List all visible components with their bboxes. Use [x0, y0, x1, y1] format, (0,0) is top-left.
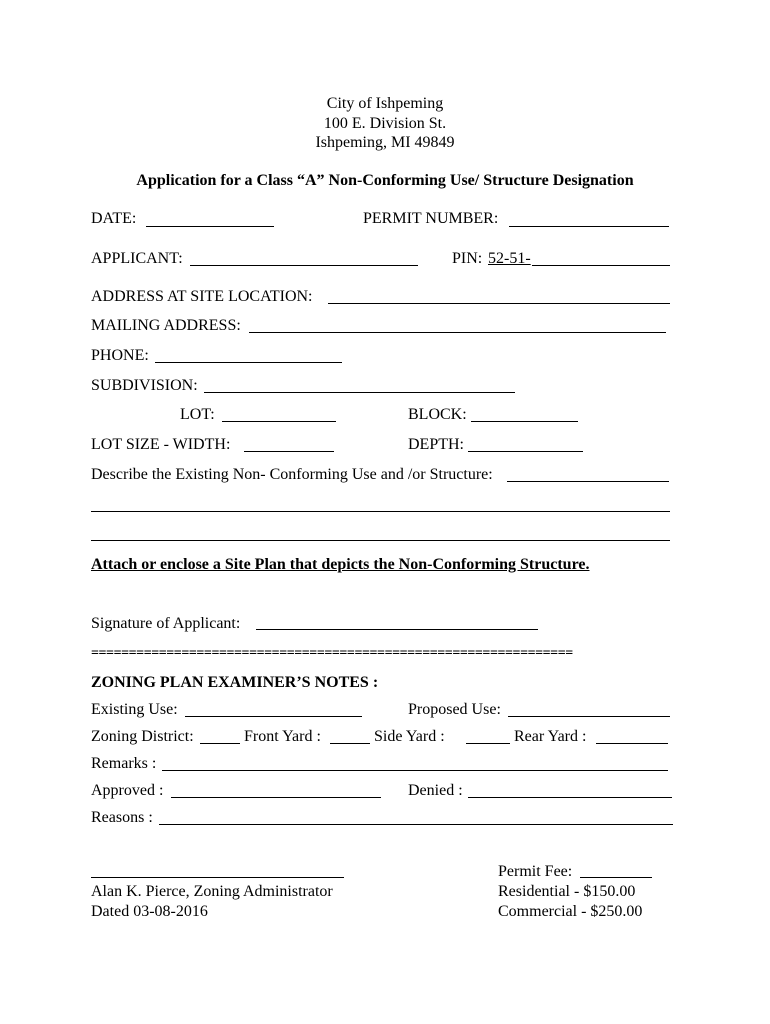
- zoning-notes-heading: ZONING PLAN EXAMINER’S NOTES :: [91, 674, 379, 691]
- describe-label: Describe the Existing Non- Conforming Use and /or Structure:: [91, 466, 493, 483]
- denied-field[interactable]: [468, 797, 672, 798]
- site-address-field[interactable]: [328, 303, 670, 304]
- block-label: BLOCK:: [408, 406, 467, 423]
- rear-yard-field[interactable]: [596, 743, 668, 744]
- mailing-address-field[interactable]: [249, 332, 666, 333]
- depth-label: DEPTH:: [408, 436, 464, 453]
- signature-label: Signature of Applicant:: [91, 615, 241, 632]
- reasons-label: Reasons :: [91, 809, 153, 826]
- phone-label: PHONE:: [91, 347, 149, 364]
- residential-fee: Residential - $150.00: [498, 883, 636, 900]
- section-separator: ================================================================: [91, 646, 573, 661]
- site-plan-note: Attach or enclose a Site Plan that depicts the Non-Conforming Structure.: [91, 556, 590, 573]
- side-yard-field[interactable]: [466, 743, 510, 744]
- street-address: 100 E. Division St.: [323, 115, 447, 132]
- approved-label: Approved :: [91, 782, 164, 799]
- date-label: DATE:: [91, 210, 137, 227]
- date-field[interactable]: [146, 226, 274, 227]
- phone-field[interactable]: [155, 362, 342, 363]
- lot-label: LOT:: [180, 406, 215, 423]
- signature-field[interactable]: [256, 629, 538, 630]
- permit-fee-label: Permit Fee:: [498, 863, 573, 880]
- describe-field-line-3[interactable]: [91, 540, 670, 541]
- pin-field[interactable]: [532, 265, 670, 266]
- applicant-field[interactable]: [190, 265, 418, 266]
- permit-number-field[interactable]: [509, 226, 669, 227]
- city-state-zip: Ishpeming, MI 49849: [315, 134, 455, 151]
- mailing-address-label: MAILING ADDRESS:: [91, 317, 241, 334]
- depth-field[interactable]: [468, 451, 583, 452]
- pin-label: PIN:: [452, 250, 483, 267]
- site-address-label: ADDRESS AT SITE LOCATION:: [91, 288, 313, 305]
- subdivision-field[interactable]: [204, 392, 515, 393]
- administrator-name: Alan K. Pierce, Zoning Administrator: [91, 883, 333, 900]
- side-yard-label: Side Yard :: [374, 728, 445, 745]
- lot-field[interactable]: [222, 421, 336, 422]
- approved-field[interactable]: [171, 797, 381, 798]
- zoning-district-label: Zoning District:: [91, 728, 194, 745]
- denied-label: Denied :: [408, 782, 463, 799]
- permit-fee-field[interactable]: [580, 877, 652, 878]
- dated-text: Dated 03-08-2016: [91, 903, 208, 920]
- remarks-field[interactable]: [162, 770, 668, 771]
- proposed-use-field[interactable]: [508, 716, 670, 717]
- lot-width-field[interactable]: [244, 451, 334, 452]
- existing-use-field[interactable]: [185, 716, 362, 717]
- existing-use-label: Existing Use:: [91, 701, 178, 718]
- remarks-label: Remarks :: [91, 755, 157, 772]
- describe-field-line-2[interactable]: [91, 511, 670, 512]
- zoning-district-field[interactable]: [200, 743, 240, 744]
- reasons-field[interactable]: [159, 824, 673, 825]
- applicant-label: APPLICANT:: [91, 250, 183, 267]
- form-title: Application for a Class “A” Non-Conforming Use/ Structure Designation: [136, 172, 634, 189]
- city-name: City of Ishpeming: [326, 95, 444, 112]
- block-field[interactable]: [471, 421, 578, 422]
- administrator-signature-line[interactable]: [91, 877, 344, 878]
- commercial-fee: Commercial - $250.00: [498, 903, 643, 920]
- lot-size-width-label: LOT SIZE - WIDTH:: [91, 436, 231, 453]
- pin-prefix: 52-51-: [488, 250, 531, 267]
- rear-yard-label: Rear Yard :: [514, 728, 587, 745]
- permit-number-label: PERMIT NUMBER:: [363, 210, 499, 227]
- describe-field-line-1[interactable]: [507, 481, 669, 482]
- proposed-use-label: Proposed Use:: [408, 701, 501, 718]
- subdivision-label: SUBDIVISION:: [91, 377, 198, 394]
- front-yard-label: Front Yard :: [244, 728, 321, 745]
- front-yard-field[interactable]: [330, 743, 370, 744]
